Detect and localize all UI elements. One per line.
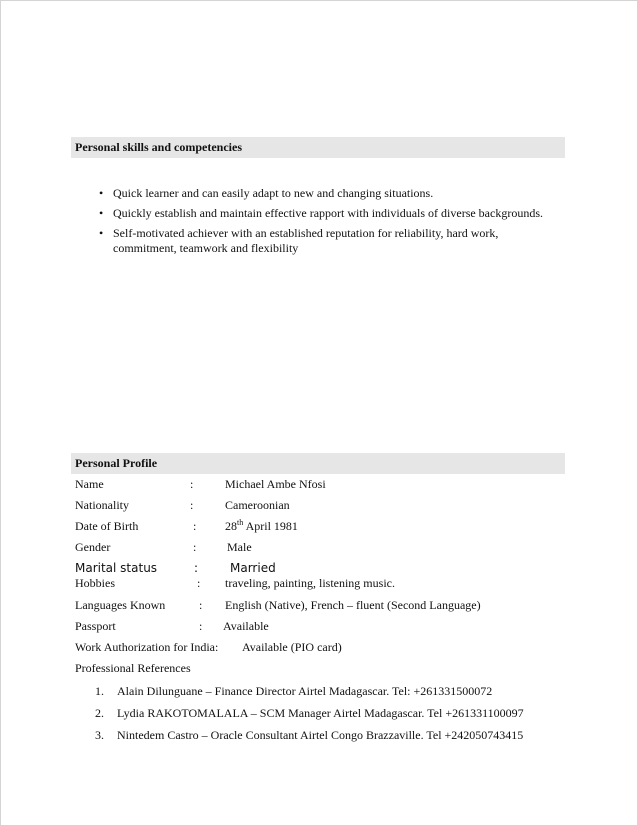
- bullet-icon: •: [99, 206, 104, 220]
- colon: :: [197, 576, 201, 590]
- colon: :: [193, 540, 197, 554]
- list-item: 2. Lydia RAKOTOMALALA – SCM Manager Airtel Madagascar. Tel +261331100097: [95, 706, 524, 720]
- work-auth-value: Available (PIO card): [242, 640, 342, 654]
- colon: :: [193, 519, 197, 533]
- passport-value: Available: [223, 619, 269, 633]
- nationality-label: Nationality: [75, 498, 129, 512]
- list-item: • Quickly establish and maintain effective rapport with individuals of diverse backgrounds.: [99, 206, 544, 220]
- gender-value: Male: [227, 540, 252, 554]
- references-list: [95, 682, 575, 748]
- colon: :: [199, 619, 203, 633]
- colon: :: [194, 561, 199, 575]
- gender-label: Gender: [75, 540, 111, 554]
- name-value: Michael Ambe Nfosi: [225, 477, 326, 491]
- dob-value: 28th April 1981: [225, 518, 298, 533]
- list-item: • Self-motivated achiever with an established reputation for reliability, hard work, commitment, teamwork and flexibility: [99, 226, 499, 255]
- profile-section-header: Personal Profile: [71, 453, 565, 474]
- nationality-value: Cameroonian: [225, 498, 290, 512]
- passport-label: Passport: [75, 619, 116, 633]
- languages-label: Languages Known: [75, 598, 166, 612]
- bullet-icon: •: [99, 226, 104, 240]
- colon: :: [199, 598, 203, 612]
- skills-list: [99, 186, 573, 261]
- colon: :: [190, 477, 194, 491]
- marital-label: Marital status: [75, 561, 158, 575]
- hobbies-value: traveling, painting, listening music.: [225, 576, 395, 590]
- bullet-icon: •: [99, 186, 104, 200]
- hobbies-label: Hobbies: [75, 576, 115, 590]
- languages-value: English (Native), French – fluent (Second Language): [225, 598, 481, 612]
- marital-value: Married: [230, 561, 276, 575]
- name-label: Name: [75, 477, 104, 491]
- colon: :: [190, 498, 194, 512]
- list-item: • Quick learner and can easily adapt to new and changing situations.: [99, 186, 434, 200]
- dob-label: Date of Birth: [75, 519, 139, 533]
- list-item: 3. Nintedem Castro – Oracle Consultant Airtel Congo Brazzaville. Tel +242050743415: [95, 728, 524, 742]
- skills-section-header: Personal skills and competencies: [71, 137, 565, 158]
- references-label: Professional References: [75, 661, 191, 675]
- work-auth-label: Work Authorization for India:: [75, 640, 219, 654]
- list-item: 1. Alain Dilunguane – Finance Director Airtel Madagascar. Tel: +261331500072: [95, 684, 493, 698]
